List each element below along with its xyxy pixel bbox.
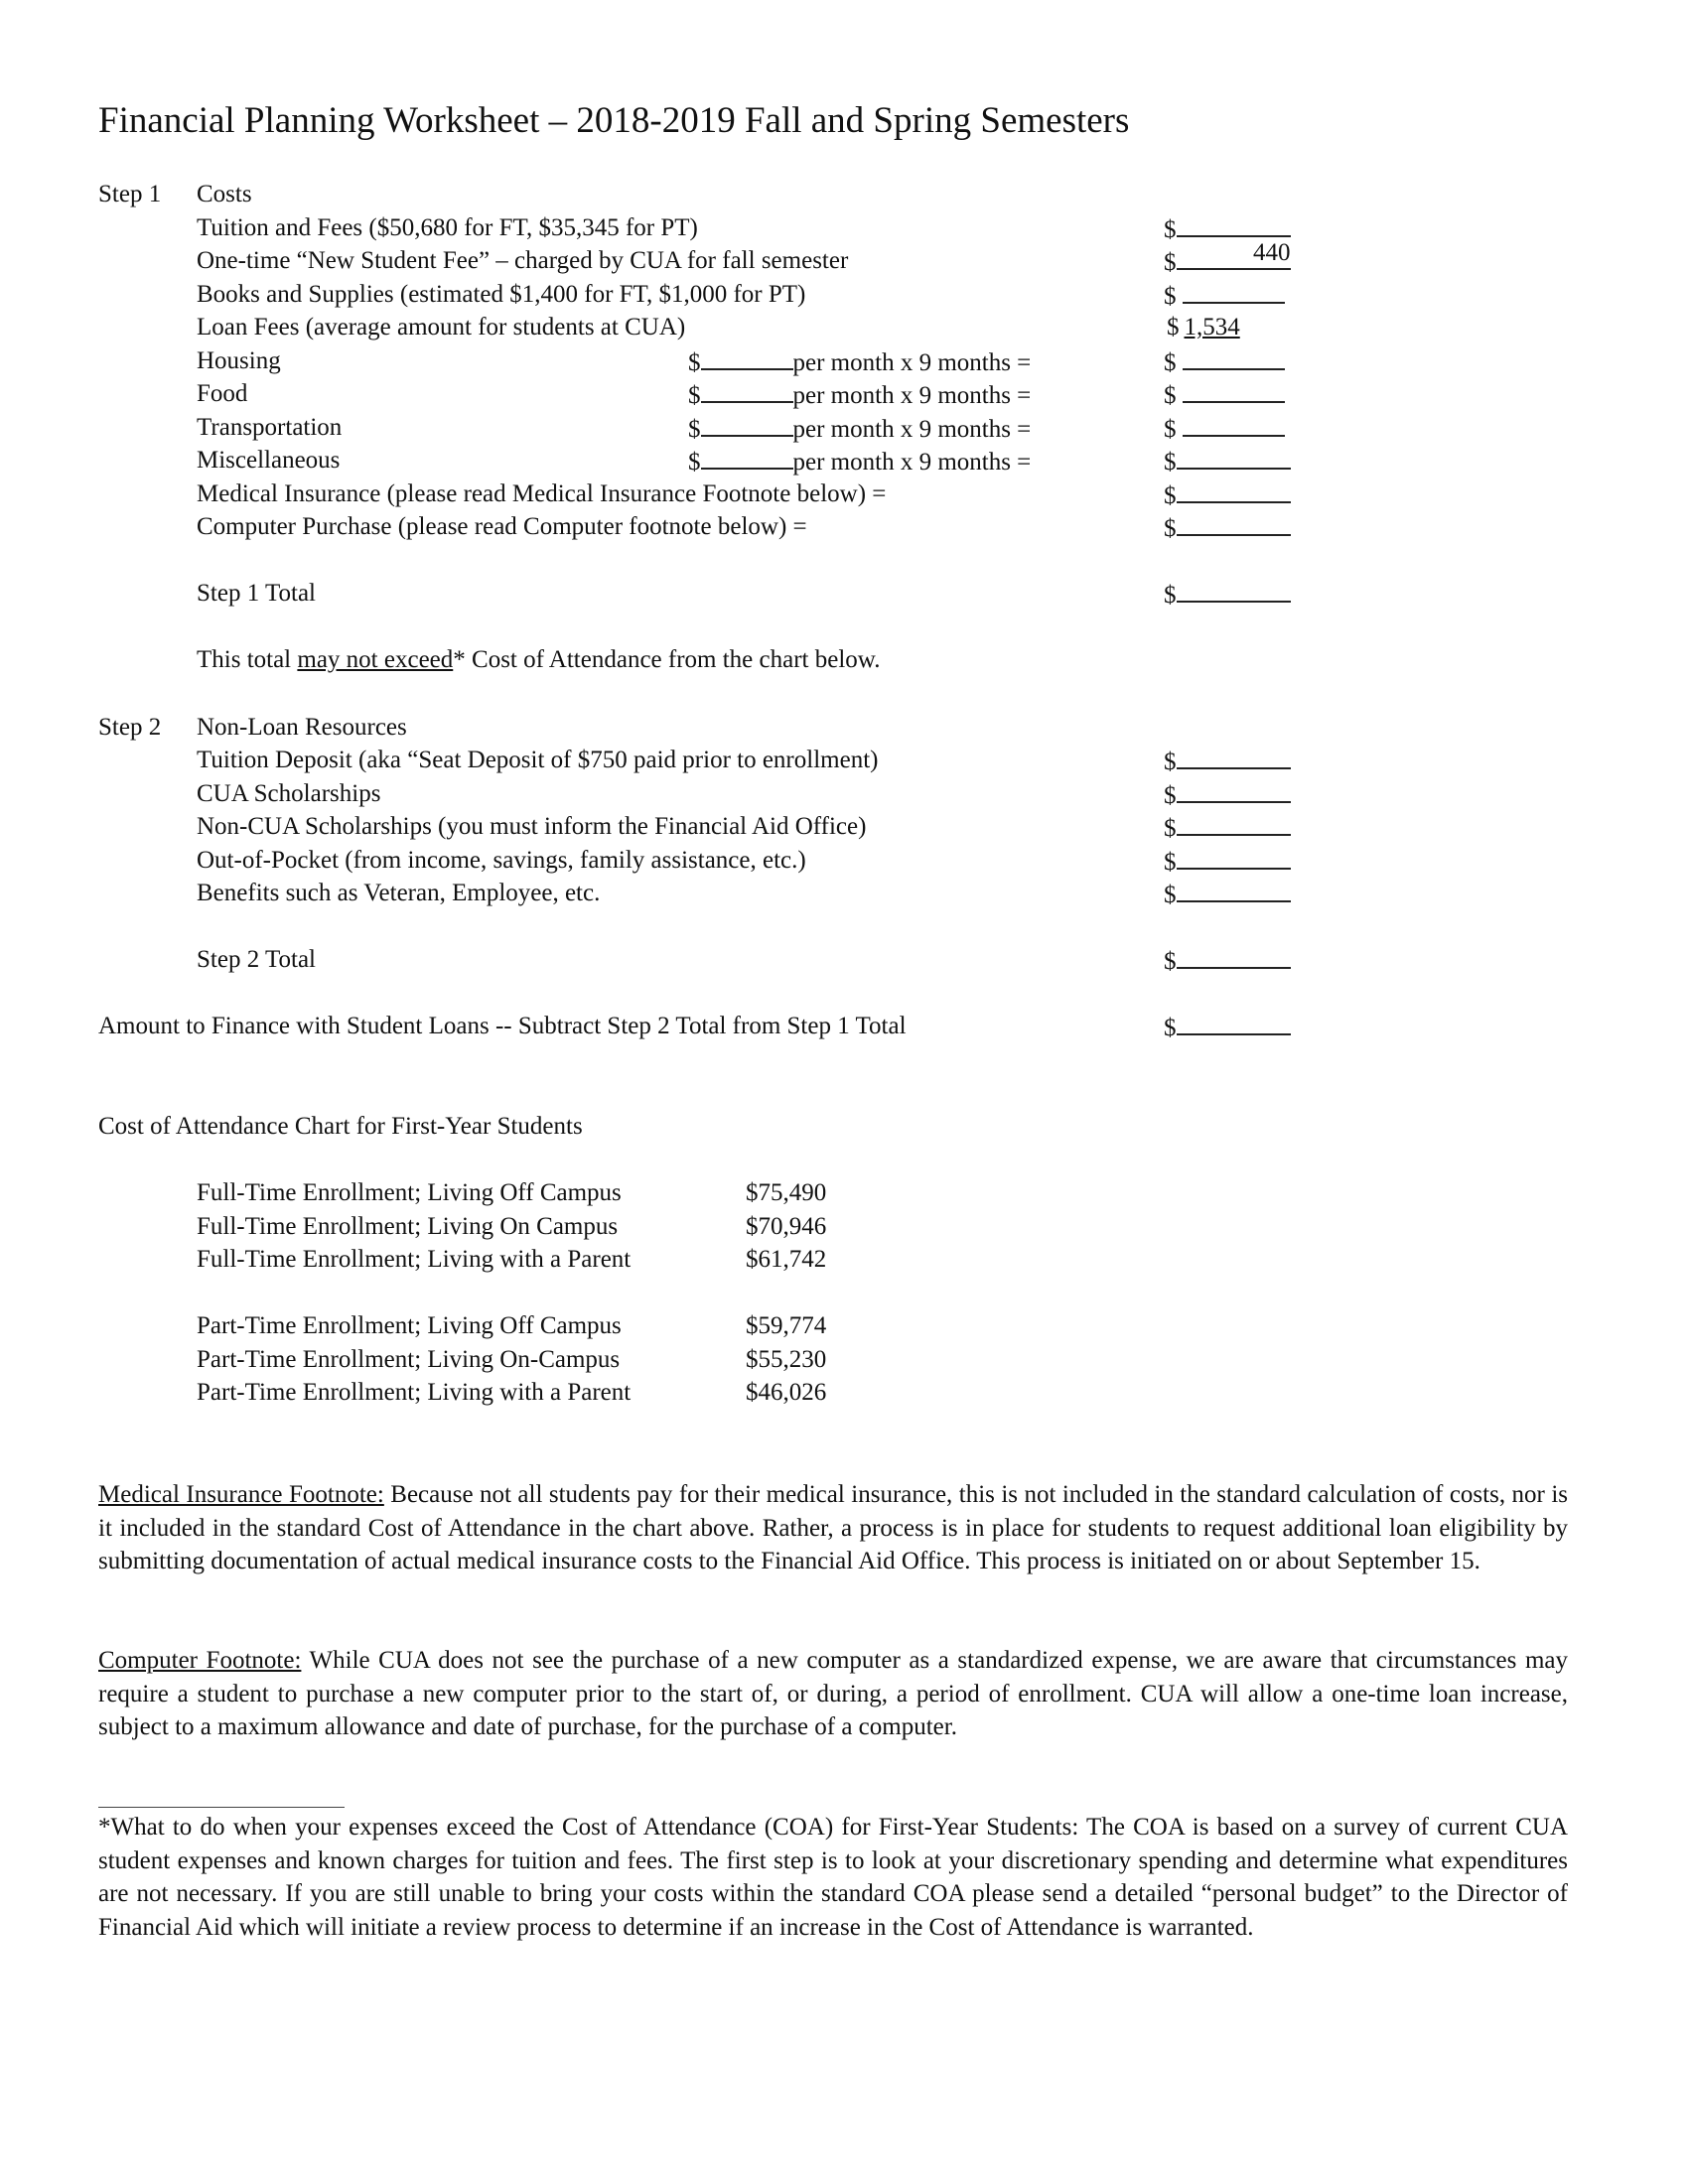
miscellaneous-label: Miscellaneous [197, 447, 341, 474]
coa-ft-with-parent-label: Full-Time Enrollment; Living with a Parent [197, 1246, 632, 1273]
books-supplies-field[interactable] [1164, 280, 1285, 312]
tuition-deposit-field[interactable] [1164, 746, 1291, 777]
currency-symbol: $ [1164, 515, 1177, 542]
step2-total-field[interactable] [1164, 945, 1291, 977]
coa-ft-on-campus-label: Full-Time Enrollment; Living On Campus [197, 1213, 619, 1240]
step1-label: Step 1 [98, 181, 162, 207]
amount-to-finance-label: Amount to Finance with Student Loans -- Subtract Step 2 Total from Step 1 Total [98, 1013, 907, 1039]
food-total-field[interactable] [1164, 379, 1285, 411]
coa-ft-off-campus-value: $75,490 [746, 1179, 827, 1206]
out-of-pocket-label: Out-of-Pocket (from income, savings, family assistance, etc.) [197, 847, 806, 874]
currency-symbol: $ [1164, 416, 1177, 443]
coa-ft-with-parent-value: $61,742 [746, 1246, 827, 1273]
computer-purchase-field[interactable] [1164, 512, 1291, 544]
coa-pt-on-campus-value: $55,230 [746, 1346, 827, 1373]
computer-footnote-text: While CUA does not see the purchase of a new computer as a standardized expense, we are aware that circumstances may require a student to purchase a new computer prior to the start of, or during, a period of enrollment. CUA will allow a one-time loan increase, subject to a maximum allowance and date of purchase, for the purchase of a computer. [98, 1647, 1568, 1740]
miscellaneous-monthly-field[interactable] [688, 446, 1031, 478]
medical-footnote-heading: Medical Insurance Footnote: [98, 1481, 384, 1508]
currency-symbol: $ [1164, 449, 1177, 476]
coa-ft-on-campus-value: $70,946 [746, 1213, 827, 1240]
step2-heading: Non-Loan Resources [197, 714, 407, 741]
transportation-monthly-field[interactable] [688, 413, 1031, 445]
currency-symbol: $ [1164, 882, 1177, 908]
medical-footnote-text: Because not all students pay for their medical insurance, this is not included in the standard calculation of costs, nor is it included in the standard Cost of Attendance in the chart above. Rather, a process is in place for students to request additional loan eligibility by submitting documentation of actual medical insurance costs to the Financial Aid Office. This process is initiated on or about September 15. [98, 1481, 1568, 1574]
step1-total-field[interactable] [1164, 579, 1291, 611]
non-cua-scholarships-label: Non-CUA Scholarships (you must inform the Financial Aid Office) [197, 813, 867, 840]
loan-fees-label: Loan Fees (average amount for students at CUA) [197, 314, 686, 341]
currency-symbol: $ [1164, 482, 1177, 509]
coa-pt-off-campus-label: Part-Time Enrollment; Living Off Campus [197, 1312, 622, 1339]
currency-symbol: $ [1164, 1015, 1177, 1041]
currency-symbol: $ [688, 382, 701, 409]
step1-note-prefix: This total [197, 646, 298, 673]
food-label: Food [197, 380, 248, 407]
coa-ft-off-campus-label: Full-Time Enrollment; Living Off Campus [197, 1179, 622, 1206]
medical-insurance-footnote [98, 1478, 1568, 1578]
computer-footnote [98, 1644, 1568, 1744]
new-student-fee-field[interactable] [1164, 239, 1291, 278]
step2-label: Step 2 [98, 714, 162, 741]
currency-symbol: $ [1164, 216, 1177, 243]
food-monthly-field[interactable] [688, 379, 1031, 411]
benefits-label: Benefits such as Veteran, Employee, etc. [197, 880, 601, 906]
coa-pt-with-parent-label: Part-Time Enrollment; Living with a Parent [197, 1379, 632, 1406]
transportation-total-field[interactable] [1164, 413, 1285, 445]
housing-label: Housing [197, 347, 281, 374]
tuition-deposit-label: Tuition Deposit (aka “Seat Deposit of $750 paid prior to enrollment) [197, 747, 879, 773]
currency-symbol: $ [1164, 815, 1177, 842]
new-student-fee-value[interactable]: 440 [1253, 239, 1291, 266]
currency-symbol: $ [1164, 849, 1177, 876]
food-formula: per month x 9 months = [792, 382, 1032, 409]
tuition-fees-label: Tuition and Fees ($50,680 for FT, $35,345 for PT) [197, 214, 698, 241]
transportation-formula: per month x 9 months = [792, 416, 1032, 443]
loan-fees-value[interactable]: 1,534 [1184, 314, 1240, 341]
non-cua-scholarships-field[interactable] [1164, 812, 1291, 844]
housing-formula: per month x 9 months = [792, 349, 1032, 376]
transportation-label: Transportation [197, 414, 343, 441]
computer-footnote-heading: Computer Footnote: [98, 1647, 302, 1674]
medical-insurance-label: Medical Insurance (please read Medical Insurance Footnote below) = [197, 480, 887, 507]
cua-scholarships-field[interactable] [1164, 779, 1291, 811]
currency-symbol: $ [688, 416, 701, 443]
miscellaneous-total-field[interactable] [1164, 446, 1291, 478]
computer-purchase-label: Computer Purchase (please read Computer footnote below) = [197, 513, 807, 540]
currency-symbol: $ [1164, 283, 1177, 310]
step2-total-label: Step 2 Total [197, 946, 317, 973]
page-title: Financial Planning Worksheet – 2018-2019 Fall and Spring Semesters [98, 100, 1130, 141]
currency-symbol: $ [1164, 249, 1177, 276]
currency-symbol: $ [1167, 314, 1180, 341]
coa-pt-with-parent-value: $46,026 [746, 1379, 827, 1406]
currency-symbol: $ [1164, 749, 1177, 775]
coa-pt-on-campus-label: Part-Time Enrollment; Living On-Campus [197, 1346, 621, 1373]
currency-symbol: $ [1164, 782, 1177, 809]
medical-insurance-field[interactable] [1164, 479, 1291, 511]
books-supplies-label: Books and Supplies (estimated $1,400 for FT, $1,000 for PT) [197, 281, 806, 308]
coa-pt-off-campus-value: $59,774 [746, 1312, 827, 1339]
benefits-field[interactable] [1164, 879, 1291, 910]
currency-symbol: $ [688, 449, 701, 476]
step1-heading: Costs [197, 181, 252, 207]
currency-symbol: $ [1164, 948, 1177, 975]
currency-symbol: $ [1164, 382, 1177, 409]
currency-symbol: $ [1164, 582, 1177, 609]
coa-chart-title: Cost of Attendance Chart for First-Year Students [98, 1113, 583, 1140]
cua-scholarships-label: CUA Scholarships [197, 780, 381, 807]
coa-exceed-footnote: *What to do when your expenses exceed the Cost of Attendance (COA) for First-Year Students: The COA is based on a survey of current CUA student expenses and known charges for tuition and fees. The first step is to look at your discretionary spending and determine what expenditures are not necessary. If you are still unable to bring your costs within the standard COA please send a detailed “personal budget” to the Director of Financial Aid which will initiate a review process to determine if an increase in the Cost of Attendance is warranted. [98, 1814, 1568, 1941]
new-student-fee-label: One-time “New Student Fee” – charged by CUA for fall semester [197, 247, 849, 274]
step1-note [197, 645, 880, 675]
housing-total-field[interactable] [1164, 346, 1285, 378]
footnote-separator [98, 1807, 345, 1808]
amount-to-finance-field[interactable] [1164, 1012, 1291, 1043]
currency-symbol: $ [688, 349, 701, 376]
step1-total-label: Step 1 Total [197, 580, 317, 607]
miscellaneous-formula: per month x 9 months = [792, 449, 1032, 476]
step1-note-emphasis: may not exceed [297, 646, 454, 673]
housing-monthly-field[interactable] [688, 346, 1031, 378]
out-of-pocket-field[interactable] [1164, 846, 1291, 878]
loan-fees-field[interactable] [1167, 313, 1240, 342]
currency-symbol: $ [1164, 349, 1177, 376]
step1-note-suffix: * Cost of Attendance from the chart below. [453, 646, 881, 673]
